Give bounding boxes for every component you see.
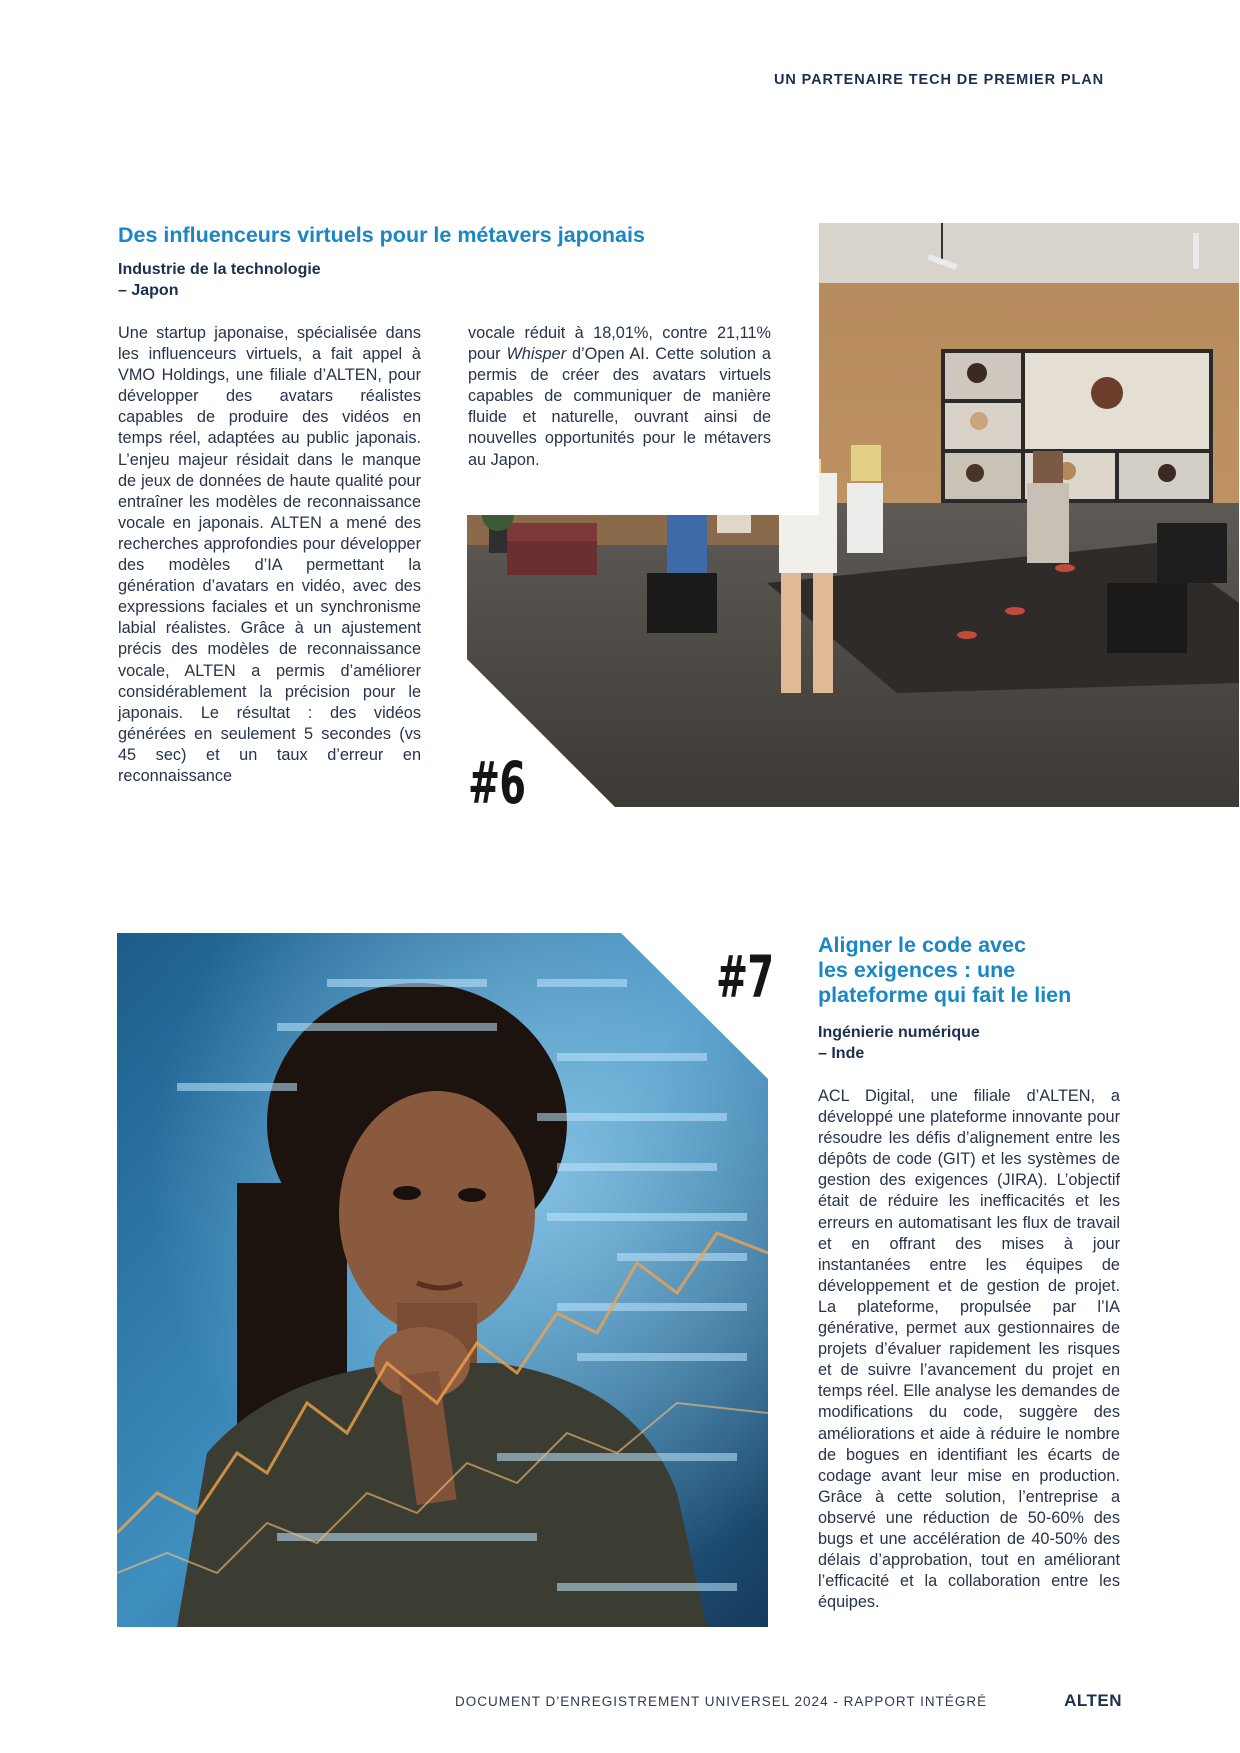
running-header: UN PARTENAIRE TECH DE PREMIER PLAN [773, 72, 1104, 88]
case7-number: #7 [716, 943, 774, 1011]
case6-meeting-room-image [467, 223, 1239, 807]
case6-title: Des influenceurs virtuels pour le métavers japonais [118, 223, 645, 247]
case6-body-col1: Une startup japonaise, spécialisée dans les influenceurs virtuels, a fait appel à VMO Holdings, une filiale d’ALTEN, pour développer des avatars réalistes capables de produire des vidéos en temps réel, adaptées au public japonais. L’enjeu majeur résidait dans le manque de jeux de données de haute qualité pour entraîner les modèles de reconnaissance vocale en japonais. ALTEN a mené des recherches approfondies pour développer des modèles d’IA permettant la génération d’avatars en vidéo, avec des expressions faciales et un synchronisme labial réalistes. Grâce à un ajustement précis des modèles de reconnaissance vocale, ALTEN a permis d’améliorer considérablement la précision pour le japonais. Le résultat : des vidéos générées en seulement 5 secondes (vs 45 sec) et un taux d’erreur en reconnaissance [118, 324, 421, 785]
footer-document-title: DOCUMENT D’ENREGISTREMENT UNIVERSEL 2024 - RAPPORT INTÉGRÉ [455, 1694, 988, 1709]
case6-sector: Industrie de la technologie [118, 261, 321, 278]
case6-body-col2: vocale réduit à 18,01%, contre 21,11% pour Whisper d’Open AI. Cette solution a permis de créer des avatars virtuels capables de communiquer de manière fluide et naturelle, ouvrant ainsi de nouvelles opportunités pour le métavers au Japon. [468, 324, 771, 469]
case7-title: Aligner le code avec les exigences : une plateforme qui fait le lien [818, 933, 1072, 1007]
case7-developer-image [117, 933, 768, 1627]
whisper-product-name: Whisper [506, 345, 567, 364]
case7-sector: Ingénierie numérique [818, 1024, 980, 1041]
case6-number: #6 [468, 749, 526, 817]
case6-country: – Japon [118, 282, 179, 299]
case7-body: ACL Digital, une filiale d’ALTEN, a développé une plateforme innovante pour résoudre les défis d’alignement entre les dépôts de code (GIT) et les systèmes de gestion des exigences (JIRA). L’objectif était de réduire les inefficacités et les erreurs en automatisant les flux de travail et en offrant des mises à jour instantanées entre les équipes de développement et de gestion de projet. La plateforme, propulsée par l’IA générative, permet aux gestionnaires de projets d’évaluer rapidement les risques et de suivre l’avancement du projet en temps réel. Elle analyse les demandes de modifications du code, suggère des améliorations et aide à réduire le nombre de bogues en identifiant les écarts de codage avant leur mise en production. Grâce à cette solution, l’entreprise a observé une réduction de 50-60% des bugs et une accélération de 40-50% des délais d’approbation, tout en améliorant l’efficacité et la collaboration entre les équipes. [818, 1087, 1120, 1612]
case7-country: – Inde [818, 1045, 865, 1062]
alten-logo: ALTEN [1064, 1691, 1122, 1710]
